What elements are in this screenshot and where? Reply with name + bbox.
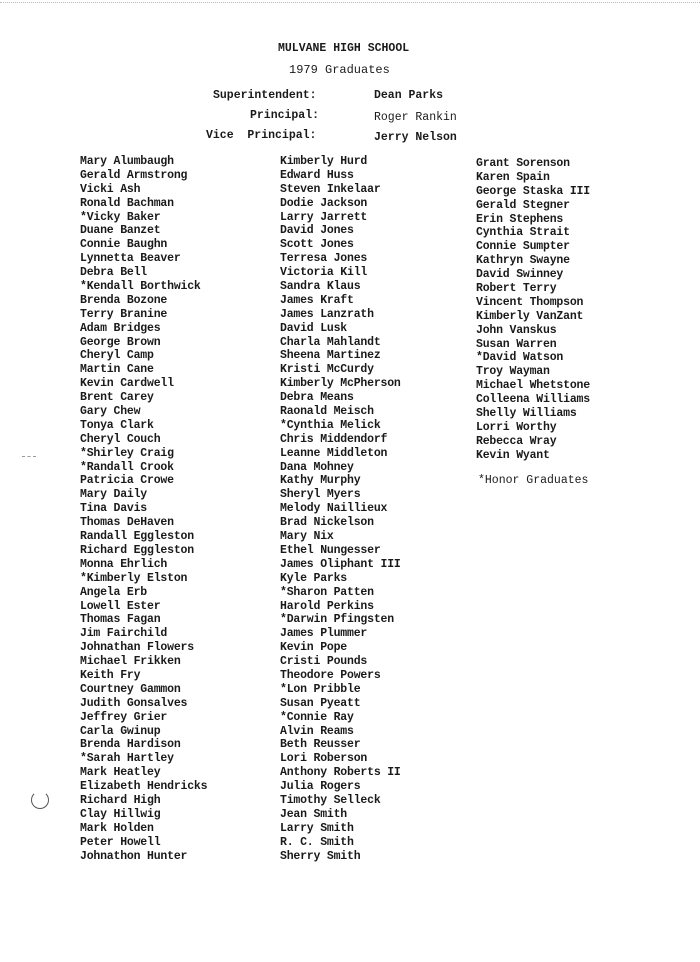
vice-principal-label: Vice Principal: (206, 129, 317, 142)
graduate-name: Johnathan Flowers (80, 641, 194, 655)
principal-name: Roger Rankin (374, 111, 457, 124)
graduate-name: Keith Fry (80, 668, 141, 682)
graduate-name: Mark Heatley (80, 766, 161, 780)
school-title: MULVANE HIGH SCHOOL (278, 42, 410, 55)
graduate-name: *Lon Pribble (280, 682, 361, 696)
graduate-name: Cheryl Camp (80, 349, 154, 363)
graduate-name: Dana Mohney (280, 460, 354, 474)
graduate-name: *Kimberly Elston (80, 571, 188, 585)
graduate-name: Vincent Thompson (476, 295, 584, 309)
graduate-name: Melody Naillieux (280, 502, 388, 516)
graduate-name: *Vicky Baker (80, 210, 161, 224)
graduate-name: Gary Chew (80, 405, 141, 419)
graduate-name: Sheena Martinez (280, 349, 381, 363)
graduate-name: Thomas DeHaven (80, 516, 174, 530)
graduate-name: Brenda Bozone (80, 293, 168, 307)
graduate-name: Julia Rogers (280, 780, 361, 794)
graduate-name: Shelly Williams (476, 407, 577, 421)
graduate-name: Dodie Jackson (280, 196, 368, 210)
graduate-name: Courtney Gammon (80, 682, 181, 696)
graduate-name: Ronald Bachman (80, 196, 174, 210)
graduate-name: Kathryn Swayne (476, 254, 570, 268)
superintendent-name: Dean Parks (374, 89, 444, 102)
graduate-name: *Cynthia Melick (280, 418, 381, 432)
graduate-name: Duane Banzet (80, 224, 161, 238)
graduate-name: Susan Warren (476, 337, 557, 351)
graduate-name: Michael Whetstone (476, 379, 590, 393)
graduate-name: Monna Ehrlich (80, 557, 168, 571)
graduate-name: Jean Smith (280, 807, 348, 821)
graduate-name: Thomas Fagan (80, 613, 161, 627)
graduate-name: Colleena Williams (476, 393, 590, 407)
graduate-name: Beth Reusser (280, 738, 361, 752)
graduate-name: Angela Erb (80, 585, 148, 599)
graduate-name: James Oliphant III (280, 557, 401, 571)
graduate-name: Lorri Worthy (476, 420, 557, 434)
top-edge-mark (0, 2, 700, 3)
graduate-name: Elizabeth Hendricks (80, 780, 208, 794)
punch-hole-mark (31, 791, 49, 809)
graduate-name: Patricia Crowe (80, 474, 174, 488)
graduates-column-3 (476, 157, 590, 463)
graduate-name: James Plummer (280, 627, 368, 641)
graduate-name: Kevin Wyant (476, 448, 550, 462)
graduate-name: Lori Roberson (280, 752, 368, 766)
graduate-name: Larry Smith (280, 821, 354, 835)
graduate-name: Jeffrey Grier (80, 710, 168, 724)
graduate-name: David Lusk (280, 321, 348, 335)
graduate-name: Chris Middendorf (280, 432, 388, 446)
graduate-name: Richard High (80, 793, 161, 807)
graduate-name: Adam Bridges (80, 321, 161, 335)
graduate-name: Mary Daily (80, 488, 148, 502)
graduate-name: John Vanskus (476, 323, 557, 337)
graduate-name: *Connie Ray (280, 710, 354, 724)
graduate-name: Mary Alumbaugh (80, 155, 174, 168)
graduate-name: Gerald Stegner (476, 198, 570, 212)
graduate-name: Tonya Clark (80, 418, 154, 432)
superintendent-label: Superintendent: (213, 89, 317, 102)
graduate-name: Michael Frikken (80, 655, 181, 669)
graduate-name: Kristi McCurdy (280, 363, 374, 377)
graduate-name: Victoria Kill (280, 266, 368, 280)
graduate-name: Alvin Reams (280, 724, 354, 738)
graduate-name: Leanne Middleton (280, 446, 388, 460)
graduate-name: Charla Mahlandt (280, 335, 381, 349)
graduate-name: Edward Huss (280, 168, 354, 182)
graduate-name: George Brown (80, 335, 161, 349)
graduate-name: Kimberly McPherson (280, 377, 401, 391)
graduate-name: Kevin Cardwell (80, 377, 174, 391)
graduate-name: Rebecca Wray (476, 434, 557, 448)
graduate-name: *Sharon Patten (280, 585, 374, 599)
graduate-name: Timothy Selleck (280, 793, 381, 807)
graduate-name: James Lanzrath (280, 307, 374, 321)
graduate-name: Brent Carey (80, 391, 154, 405)
graduate-name: Tina Davis (80, 502, 148, 516)
graduate-name: Troy Wayman (476, 365, 550, 379)
graduate-name: Kyle Parks (280, 571, 348, 585)
graduate-name: Jim Fairchild (80, 627, 168, 641)
graduate-name: Robert Terry (476, 282, 557, 296)
graduate-name: David Swinney (476, 268, 564, 282)
graduate-name: R. C. Smith (280, 835, 354, 849)
graduate-name: Mary Nix (280, 530, 334, 544)
year-title: 1979 Graduates (289, 63, 390, 77)
honor-footnote: *Honor Graduates (478, 474, 589, 487)
graduates-column-1 (80, 155, 207, 863)
graduate-name: Brad Nickelson (280, 516, 374, 530)
graduate-name: Cristi Pounds (280, 655, 368, 669)
graduate-name: Judith Gonsalves (80, 696, 188, 710)
graduate-name: *Sarah Hartley (80, 752, 174, 766)
graduate-name: Johnathon Hunter (80, 849, 188, 863)
graduate-name: Terry Branine (80, 307, 168, 321)
graduates-column-2 (280, 155, 401, 863)
graduate-name: Sherry Smith (280, 849, 361, 863)
graduate-name: Theodore Powers (280, 668, 381, 682)
graduate-name: Debra Means (280, 391, 354, 405)
graduate-name: Karen Spain (476, 170, 550, 184)
graduate-name: Larry Jarrett (280, 210, 368, 224)
graduate-name: George Staska III (476, 184, 590, 198)
graduate-name: Steven Inkelaar (280, 182, 381, 196)
graduate-name: Grant Sorenson (476, 157, 570, 170)
graduate-name: Kathy Murphy (280, 474, 361, 488)
graduate-name: *Kendall Borthwick (80, 280, 201, 294)
graduate-name: Kimberly Hurd (280, 155, 368, 168)
graduate-name: Randall Eggleston (80, 530, 194, 544)
graduate-name: Scott Jones (280, 238, 354, 252)
graduate-name: Clay Hillwig (80, 807, 161, 821)
graduate-name: Lowell Ester (80, 599, 161, 613)
graduate-name: Connie Baughn (80, 238, 168, 252)
graduate-name: Peter Howell (80, 835, 161, 849)
graduate-name: Cheryl Couch (80, 432, 161, 446)
graduate-name: Sandra Klaus (280, 280, 361, 294)
graduate-name: Cynthia Strait (476, 226, 570, 240)
graduate-name: Anthony Roberts II (280, 766, 401, 780)
graduate-name: Susan Pyeatt (280, 696, 361, 710)
graduate-name: James Kraft (280, 293, 354, 307)
graduate-name: Debra Bell (80, 266, 148, 280)
graduate-name: Raonald Meisch (280, 405, 374, 419)
graduate-name: Lynnetta Beaver (80, 252, 181, 266)
graduate-name: *Randall Crook (80, 460, 174, 474)
graduate-name: Sheryl Myers (280, 488, 361, 502)
graduate-name: Brenda Hardison (80, 738, 181, 752)
margin-mark (22, 456, 36, 457)
graduate-name: *David Watson (476, 351, 564, 365)
graduate-name: Gerald Armstrong (80, 168, 188, 182)
graduate-name: Richard Eggleston (80, 543, 194, 557)
graduate-name: Kimberly VanZant (476, 309, 584, 323)
graduate-name: Terresa Jones (280, 252, 368, 266)
graduate-name: Mark Holden (80, 821, 154, 835)
graduate-name: Harold Perkins (280, 599, 374, 613)
principal-label: Principal: (250, 109, 320, 122)
vice-principal-name: Jerry Nelson (374, 131, 457, 144)
graduate-name: Erin Stephens (476, 212, 564, 226)
graduate-name: Martin Cane (80, 363, 154, 377)
graduate-name: *Darwin Pfingsten (280, 613, 394, 627)
graduate-name: Ethel Nungesser (280, 543, 381, 557)
graduate-name: Vicki Ash (80, 182, 141, 196)
graduate-name: Kevin Pope (280, 641, 348, 655)
graduate-name: Carla Gwinup (80, 724, 161, 738)
graduate-name: David Jones (280, 224, 354, 238)
graduate-name: Connie Sumpter (476, 240, 570, 254)
graduate-name: *Shirley Craig (80, 446, 174, 460)
